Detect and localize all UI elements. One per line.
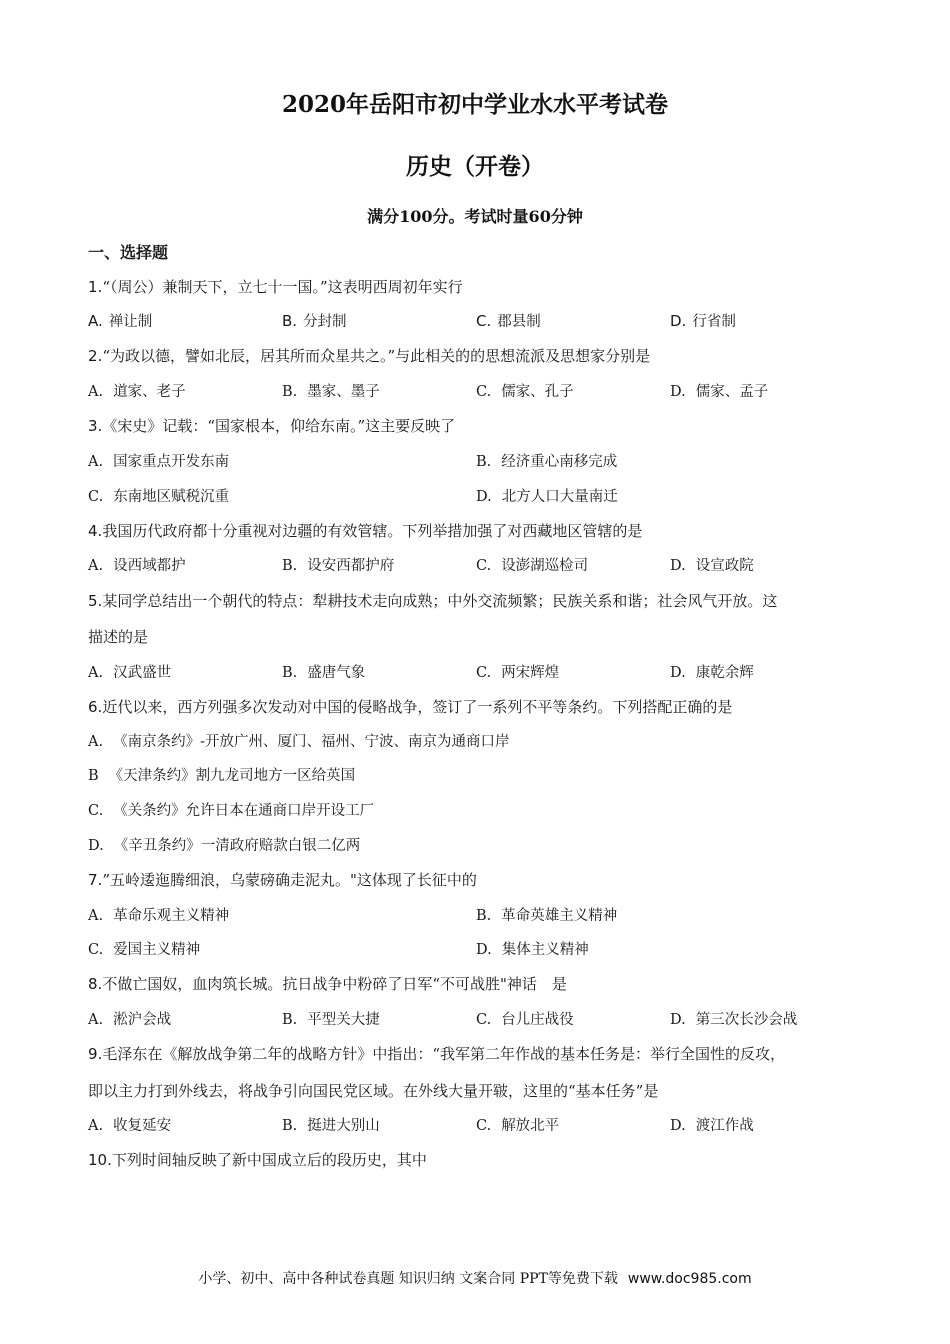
question-text: “为政以德，譬如北辰，居其所而众星共之。”与此相关的的思想流派及思想家分别是	[102, 347, 651, 365]
question-7-option-1	[88, 906, 229, 926]
question-text: 毛泽东在《解放战争第二年的战略方针》中指出：“我军第二年作战的基本任务是：举行全国性的反攻，	[102, 1045, 785, 1063]
exam-title: 2020年岳阳市初中学业水水平考试卷	[281, 91, 668, 118]
option-text: 爱国主义精神	[113, 942, 201, 958]
option-letter: D.	[670, 558, 686, 574]
option-letter: B.	[282, 665, 298, 681]
option-text: 道家、老子	[113, 384, 186, 400]
option-letter: B.	[282, 558, 298, 574]
option-text: 设宣政院	[695, 558, 754, 574]
option-text: 分封制	[303, 314, 347, 330]
option-text: 盛唐气象	[307, 665, 366, 681]
option-letter: A.	[88, 1118, 104, 1134]
option-text: 经济重心南移完成	[501, 454, 618, 470]
option-letter: D.	[476, 942, 492, 958]
option-letter: A.	[88, 454, 104, 470]
option-letter: B.	[282, 1118, 298, 1134]
question-1-option-4	[670, 311, 736, 332]
option-text: 两宋辉煌	[501, 665, 560, 681]
question-number: 8.	[88, 975, 103, 993]
option-letter: C.	[476, 1118, 492, 1134]
option-text: 平型关大捷	[307, 1012, 380, 1028]
option-text: 禅让制	[108, 314, 153, 330]
exam-info: 满分100分。考试时量60分钟	[367, 207, 583, 226]
option-letter: C.	[88, 489, 104, 505]
option-text: 汉武盛世	[113, 665, 172, 681]
question-number: 6.	[88, 698, 103, 716]
question-number: 7.	[88, 871, 103, 889]
question-number: 3.	[88, 417, 103, 435]
option-letter: C.	[476, 1012, 492, 1028]
question-9-option-1	[88, 1116, 171, 1136]
question-4-option-4	[670, 556, 754, 576]
question-number: 4.	[88, 522, 103, 540]
option-text: 《辛丑条约》一清政府赔款白银二亿两	[113, 838, 361, 854]
option-letter: D.	[670, 1012, 686, 1028]
option-letter: D.	[670, 1118, 686, 1134]
question-2-option-4	[670, 382, 768, 402]
question-text: 近代以来，西方列强多次发动对中国的侵略战争，签订了一系列不平等条约。下列搭配正确的是	[102, 698, 733, 716]
question-5-stem	[88, 591, 777, 611]
question-text: 描述的是	[88, 628, 149, 646]
option-text: 设澎湖巡检司	[501, 558, 589, 574]
option-letter: B.	[476, 908, 492, 924]
question-6-option-3	[88, 801, 374, 821]
question-text: 《宋史》记载：“国家根本，仰给东南。”这主要反映了	[102, 417, 456, 435]
question-5-stem-cont	[88, 627, 148, 647]
option-letter: C.	[476, 312, 492, 330]
question-1-option-3	[476, 311, 541, 332]
option-letter: D.	[476, 489, 492, 505]
question-4-option-2	[282, 556, 394, 576]
question-text: “（周公）兼制天下，立七十一国。”这表明西周初年实行	[102, 278, 463, 296]
question-9-option-4	[670, 1116, 754, 1136]
option-letter: B.	[282, 384, 298, 400]
option-letter: D.	[670, 384, 686, 400]
option-letter: D.	[670, 312, 687, 330]
question-6-option-1	[88, 732, 510, 752]
question-5-option-4	[670, 663, 754, 683]
question-7-option-3	[88, 940, 200, 960]
question-number: 9.	[88, 1045, 103, 1063]
question-8-option-4	[670, 1010, 797, 1030]
option-text: 集体主义精神	[501, 942, 589, 958]
option-text: 《天津条约》割九龙司地方一区给英国	[108, 768, 356, 784]
option-text: 挺进大别山	[307, 1118, 380, 1134]
question-5-option-1	[88, 663, 171, 683]
footer-url[interactable]: www.doc985.com	[627, 1271, 752, 1287]
question-8-stem	[88, 974, 567, 994]
question-7-stem	[88, 870, 477, 890]
question-6-stem	[88, 697, 732, 717]
question-9-stem-cont	[88, 1081, 658, 1101]
question-text: 即以主力打到外线去，将战争引向国民党区域。在外线大量开皲，这里的“基本任务”是	[88, 1082, 659, 1100]
question-2-option-2	[282, 382, 380, 402]
option-letter: A.	[88, 665, 104, 681]
question-1-stem	[88, 277, 463, 297]
question-2-option-1	[88, 382, 186, 402]
option-text: 东南地区赋税沉重	[113, 489, 230, 505]
question-number: 5.	[88, 592, 103, 610]
question-number: 1.	[88, 278, 103, 296]
question-9-option-3	[476, 1116, 559, 1136]
option-letter: A.	[88, 312, 103, 330]
exam-subtitle: 历史（开卷）	[406, 153, 544, 180]
option-letter: B.	[476, 454, 492, 470]
option-letter: A.	[88, 558, 104, 574]
question-10-stem	[88, 1150, 427, 1170]
question-8-option-2	[282, 1010, 380, 1030]
option-text: 国家重点开发东南	[113, 454, 230, 470]
option-letter: A.	[88, 384, 104, 400]
question-3-option-3	[88, 487, 229, 507]
option-text: 革命乐观主义精神	[113, 908, 230, 924]
option-letter: B.	[282, 312, 298, 330]
option-text: 淞沪会战	[113, 1012, 172, 1028]
option-text: 康乾余辉	[695, 665, 754, 681]
option-text: 行省制	[692, 314, 736, 330]
question-6-option-2	[88, 766, 355, 786]
question-1-option-2	[282, 311, 347, 332]
option-text: 《南京条约》-开放广州、厦门、福州、宁波、南京为通商口岸	[113, 734, 510, 750]
question-number: 2.	[88, 347, 103, 365]
option-text: 解放北平	[501, 1118, 560, 1134]
option-text: 台儿庄战役	[501, 1012, 574, 1028]
option-letter: B	[88, 768, 99, 784]
question-5-option-3	[476, 663, 559, 683]
question-3-stem	[88, 416, 455, 436]
question-9-option-2	[282, 1116, 380, 1136]
question-2-stem	[88, 346, 650, 366]
option-letter: B.	[282, 1012, 298, 1028]
option-text: 墨家、墨子	[307, 384, 380, 400]
option-text: 设西域都护	[113, 558, 186, 574]
question-7-option-4	[476, 940, 589, 960]
option-letter: A.	[88, 908, 104, 924]
option-letter: C.	[88, 803, 104, 819]
question-text: ”五岭逶迤腾细浪，乌蒙磅确走泥丸。"这体现了长征中的	[102, 871, 477, 889]
option-text: 北方人口大量南迁	[501, 489, 618, 505]
option-letter: C.	[476, 665, 492, 681]
page-footer	[0, 1268, 950, 1288]
option-text: 收复延安	[113, 1118, 172, 1134]
option-letter: D.	[670, 665, 686, 681]
option-letter: C.	[88, 942, 104, 958]
question-text: 某同学总结出一个朝代的特点：犁耕技术走向成熟；中外交流频繁；民族关系和谐；社会风气开放。这	[102, 592, 778, 610]
option-letter: C.	[476, 384, 492, 400]
question-4-option-3	[476, 556, 588, 576]
question-4-option-1	[88, 556, 186, 576]
option-text: 第三次长沙会战	[695, 1012, 798, 1028]
option-letter: C.	[476, 558, 492, 574]
question-text: 不做亡国奴，血肉筑长城。抗日战争中粉碎了日军“不可战胜"神话 是	[102, 975, 567, 993]
option-text: 儒家、孟子	[695, 384, 769, 400]
question-2-option-3	[476, 382, 574, 402]
section-title: 一、选择题	[88, 243, 169, 262]
option-letter: A.	[88, 1012, 104, 1028]
question-8-option-3	[476, 1010, 574, 1030]
question-4-stem	[88, 521, 642, 541]
option-text: 《关条约》允许日本在通商口岸开设工厂	[113, 803, 375, 819]
question-text: 下列时间轴反映了新中国成立后的段历史，其中	[111, 1151, 427, 1169]
option-text: 革命英雄主义精神	[501, 908, 618, 924]
question-7-option-2	[476, 906, 617, 926]
option-text: 儒家、孔子	[501, 384, 574, 400]
question-3-option-1	[88, 452, 229, 472]
option-letter: D.	[88, 838, 104, 854]
option-text: 设安西都护府	[307, 558, 395, 574]
question-5-option-2	[282, 663, 365, 683]
question-8-option-1	[88, 1010, 171, 1030]
question-9-stem	[88, 1044, 785, 1064]
option-text: 郡县制	[497, 314, 541, 330]
footer-text: 小学、初中、高中各种试卷真题 知识归纳 文案合同 PPT等免费下载	[198, 1271, 618, 1287]
question-6-option-4	[88, 836, 360, 856]
question-1-option-1	[88, 311, 152, 332]
question-number: 10.	[88, 1151, 112, 1169]
question-text: 我国历代政府都十分重视对边疆的有效管辖。下列举措加强了对西藏地区管辖的是	[102, 522, 643, 540]
option-letter: A.	[88, 734, 104, 750]
question-3-option-2	[476, 452, 617, 472]
option-text: 渡江作战	[695, 1118, 754, 1134]
question-3-option-4	[476, 487, 618, 507]
